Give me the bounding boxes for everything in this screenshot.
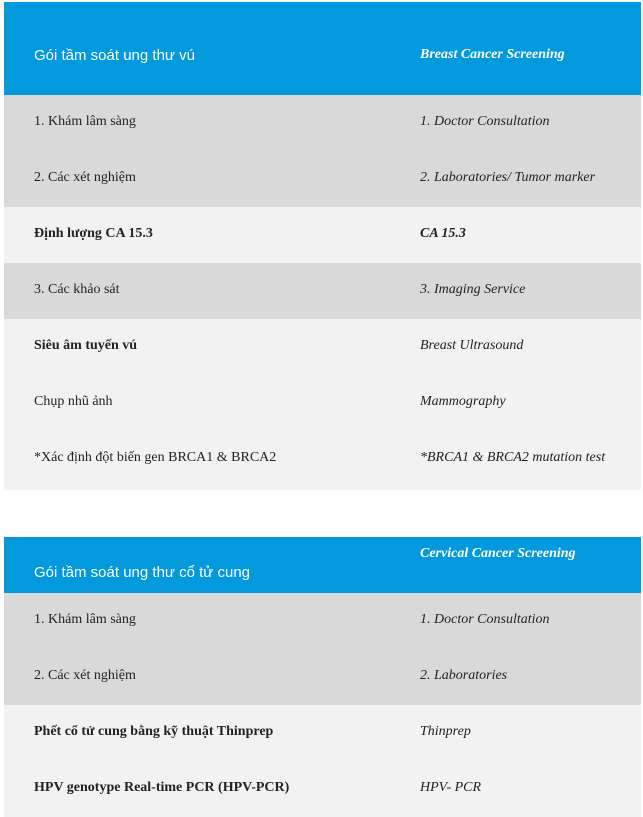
item-en: 2. Laboratories/ Tumor marker xyxy=(420,170,596,185)
item-vi: *Xác định đột biến gen BRCA1 & BRCA2 xyxy=(34,450,277,465)
item-en: 3. Imaging Service xyxy=(420,282,526,297)
cervical-cancer-screening-table xyxy=(4,537,641,817)
item-en: 1. Doctor Consultation xyxy=(420,114,550,129)
item-en: 2. Laboratories xyxy=(420,668,508,683)
breast-cancer-screening-table xyxy=(4,2,641,490)
table-row xyxy=(4,151,641,207)
package-title-vi: Gói tầm soát ung thư vú xyxy=(34,47,195,64)
table-row xyxy=(4,649,641,705)
package-title-en: Breast Cancer Screening xyxy=(420,47,565,62)
item-en: HPV- PCR xyxy=(420,780,482,795)
table-row xyxy=(4,761,641,817)
table-row xyxy=(4,705,641,761)
item-en: Breast Ultrasound xyxy=(420,338,524,353)
item-vi: 1. Khám lâm sàng xyxy=(34,114,136,129)
table-row xyxy=(4,375,641,431)
package-title-en: Cervical Cancer Screening xyxy=(420,546,576,561)
item-en: Thinprep xyxy=(420,724,471,739)
item-vi: HPV genotype Real-time PCR (HPV-PCR) xyxy=(34,780,290,795)
table-header xyxy=(4,537,641,593)
item-vi: 2. Các xét nghiệm xyxy=(34,668,136,683)
item-en: Mammography xyxy=(420,394,506,409)
table-row xyxy=(4,263,641,319)
item-en: 1. Doctor Consultation xyxy=(420,612,550,627)
item-vi: 1. Khám lâm sàng xyxy=(34,612,136,627)
table-row xyxy=(4,319,641,375)
item-vi: Định lượng CA 15.3 xyxy=(34,226,153,241)
item-en: *BRCA1 & BRCA2 mutation test xyxy=(420,450,606,465)
table-header xyxy=(4,2,641,95)
table-row xyxy=(4,431,641,490)
item-vi: 2. Các xét nghiệm xyxy=(34,170,136,185)
package-title-vi: Gói tầm soát ung thư cổ tử cung xyxy=(34,564,251,581)
item-en: CA 15.3 xyxy=(420,226,466,241)
item-vi: Phết cổ tử cung bằng kỹ thuật Thinprep xyxy=(34,724,274,739)
table-row xyxy=(4,207,641,263)
item-vi: 3. Các khảo sát xyxy=(34,282,120,297)
table-row xyxy=(4,95,641,151)
table-row xyxy=(4,593,641,649)
item-vi: Siêu âm tuyến vú xyxy=(34,338,138,353)
item-vi: Chụp nhũ ảnh xyxy=(34,394,113,409)
